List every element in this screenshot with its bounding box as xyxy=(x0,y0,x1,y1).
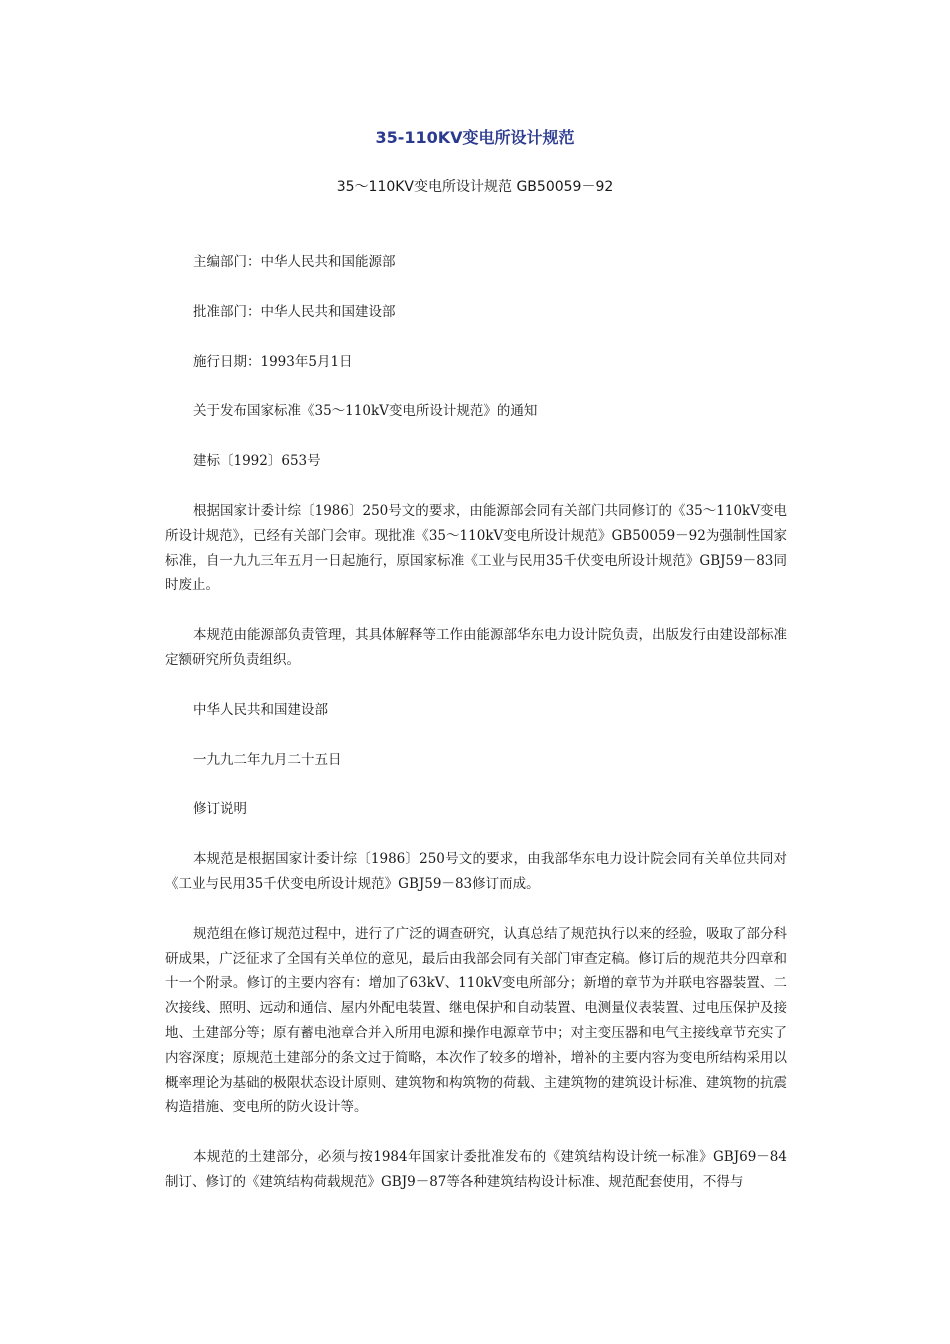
revision-notes-heading: 修订说明 xyxy=(193,801,247,818)
management-paragraph: 本规范由能源部负责管理，其具体解释等工作由能源部华东电力设计院负责，出版发行由建设部标准定额研究所负责组织。 xyxy=(165,627,787,668)
civil-works-paragraph: 本规范的土建部分，必须与按1984年国家计委批准发布的《建筑结构设计统一标准》GBJ69－84制订、修订的《建筑结构荷载规范》GBJ9－87等各种建筑结构设计标准、规范配套使用，不得与 xyxy=(165,1149,787,1190)
issue-date: 一九九二年九月二十五日 xyxy=(193,751,342,768)
notice-body-paragraph: 根据国家计委计综〔1986〕250号文的要求，由能源部会同有关部门共同修订的《35～110kV变电所设计规范》，已经有关部门会审。现批准《35～110kV变电所设计规范》GB50059－92为强制性国家标准，自一九九三年五月一日起施行，原国家标准《工业与民用35千伏变电所设计规范》GBJ59－83同时废止。 xyxy=(165,502,787,594)
document-title: 35-110KV变电所设计规范 xyxy=(375,128,575,147)
editor-department: 主编部门：中华人民共和国能源部 xyxy=(193,254,396,270)
revision-paragraph: 本规范是根据国家计委计综〔1986〕250号文的要求，由我部华东电力设计院会同有关单位共同对《工业与民用35千伏变电所设计规范》GBJ59－83修订而成。 xyxy=(165,851,787,892)
approval-department: 批准部门：中华人民共和国建设部 xyxy=(193,303,396,320)
issuer-signature: 中华人民共和国建设部 xyxy=(193,701,328,718)
effective-date: 施行日期：1993年5月1日 xyxy=(193,353,353,370)
document-body xyxy=(165,250,787,1220)
document-subtitle: 35～110KV变电所设计规范 GB50059－92 xyxy=(336,179,614,195)
notice-number: 建标〔1992〕653号 xyxy=(193,453,321,470)
notice-heading: 关于发布国家标准《35～110kV变电所设计规范》的通知 xyxy=(193,403,538,420)
revision-details-paragraph: 规范组在修订规范过程中，进行了广泛的调查研究，认真总结了规范执行以来的经验，吸取了部分科研成果，广泛征求了全国有关单位的意见，最后由我部会同有关部门审查定稿。修订后的规范共分四章和十一个附录。修订的主要内容有：增加了63kV、110kV变电所部分；新增的章节为并联电容器装置、二次接线、照明、远动和通信、屋内外配电装置、继电保护和自动装置、电测量仪表装置、过电压保护及接地、土建部分等；原有蓄电池章合并入所用电源和操作电源章节中；对主变压器和电气主接线章节充实了内容深度；原规范土建部分的条文过于简略，本次作了较多的增补，增补的主要内容为变电所结构采用以概率理论为基础的极限状态设计原则、建筑物和构筑物的荷载、主建筑物的建筑设计标准、建筑物的抗震构造措施、变电所的防火设计等。 xyxy=(165,925,787,1116)
